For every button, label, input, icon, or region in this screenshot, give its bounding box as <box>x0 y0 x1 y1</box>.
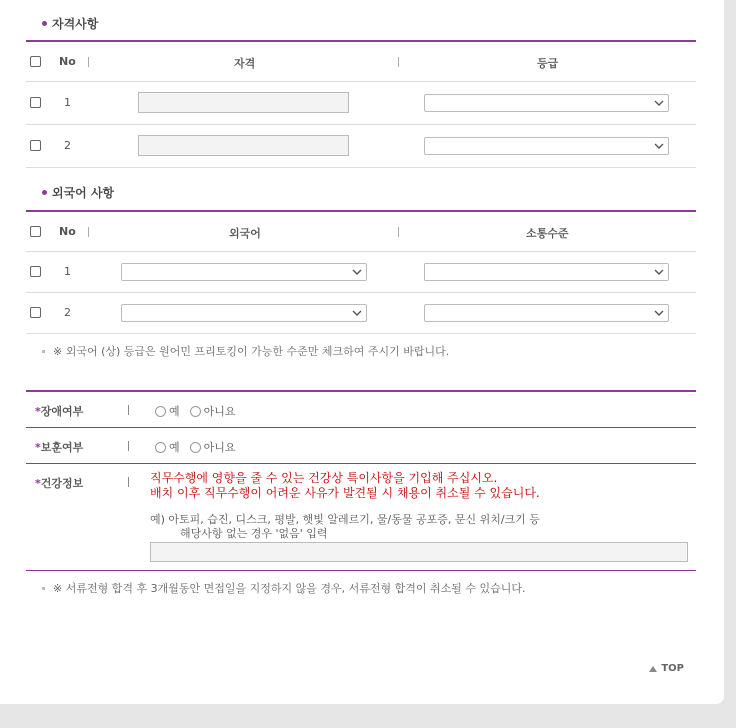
language-select[interactable] <box>121 263 367 281</box>
header-grade: 등급 <box>537 57 559 70</box>
bullet-icon <box>42 21 47 26</box>
grade-select[interactable] <box>424 94 669 112</box>
table-header <box>26 42 696 82</box>
row-checkbox[interactable] <box>30 140 41 151</box>
table-row <box>26 125 696 168</box>
chevron-down-icon <box>654 98 664 108</box>
health-label: *건강정보 <box>35 477 84 490</box>
header-no: No <box>59 225 76 238</box>
veteran-label: *보훈여부 <box>35 441 84 454</box>
languages-title: 외국어 사항 <box>42 184 114 201</box>
veteran-radio-group: 예 아니요 <box>155 439 246 455</box>
row-checkbox[interactable] <box>30 307 41 318</box>
language-note: ※ 외국어 (상) 등급은 원어민 프리토킹이 가능한 수준만 체크하여 주시기 바랍니다. <box>42 343 449 359</box>
disability-no-radio[interactable] <box>190 406 201 417</box>
languages-table <box>26 210 696 319</box>
chevron-down-icon <box>352 267 362 277</box>
disability-yes-radio[interactable] <box>155 406 166 417</box>
select-all-checkbox[interactable] <box>30 56 41 67</box>
level-select[interactable] <box>424 304 669 322</box>
bullet-icon <box>42 190 47 195</box>
header-level: 소통수준 <box>526 227 569 240</box>
veteran-yes-radio[interactable] <box>155 442 166 453</box>
qualification-input[interactable] <box>138 135 349 156</box>
health-input[interactable] <box>150 542 688 562</box>
chevron-down-icon <box>654 267 664 277</box>
row-checkbox[interactable] <box>30 97 41 108</box>
chevron-down-icon <box>654 308 664 318</box>
qualification-input[interactable] <box>138 92 349 113</box>
table-row <box>26 82 696 125</box>
table-row <box>26 293 696 334</box>
bottom-note: ※ 서류전형 합격 후 3개월동안 면접일을 지정하지 않을 경우, 서류전형 합격이 취소될 수 있습니다. <box>42 580 525 596</box>
header-no: No <box>59 55 76 68</box>
level-select[interactable] <box>424 263 669 281</box>
header-language: 외국어 <box>229 227 261 240</box>
veteran-no-radio[interactable] <box>190 442 201 453</box>
row-number: 2 <box>64 139 71 152</box>
table-header <box>26 212 696 252</box>
select-all-checkbox[interactable] <box>30 226 41 237</box>
disability-radio-group: 예 아니요 <box>155 403 246 419</box>
row-checkbox[interactable] <box>30 266 41 277</box>
chevron-down-icon <box>352 308 362 318</box>
row-number: 1 <box>64 96 71 109</box>
arrow-up-icon <box>649 666 657 672</box>
top-link[interactable]: TOP <box>649 663 684 674</box>
language-select[interactable] <box>121 304 367 322</box>
chevron-down-icon <box>654 141 664 151</box>
health-example: 예) 아토피, 습진, 디스크, 평발, 햇빛 알레르기, 물/동물 공포증, 문신 위치/크기 등 해당사항 없는 경우 '없음' 입력 <box>150 513 540 540</box>
grade-select[interactable] <box>424 137 669 155</box>
row-number: 1 <box>64 265 71 278</box>
disability-label: *장애여부 <box>35 405 84 418</box>
row-number: 2 <box>64 306 71 319</box>
qualifications-table <box>26 40 696 152</box>
header-qualification: 자격 <box>234 57 256 70</box>
qualifications-title: 자격사항 <box>42 15 98 32</box>
table-row <box>26 252 696 293</box>
health-warning: 직무수행에 영향을 줄 수 있는 건강상 특이사항을 기입해 주십시오. 배치 이후 직무수행이 어려운 사유가 발견될 시 채용이 취소될 수 있습니다. <box>150 471 540 500</box>
